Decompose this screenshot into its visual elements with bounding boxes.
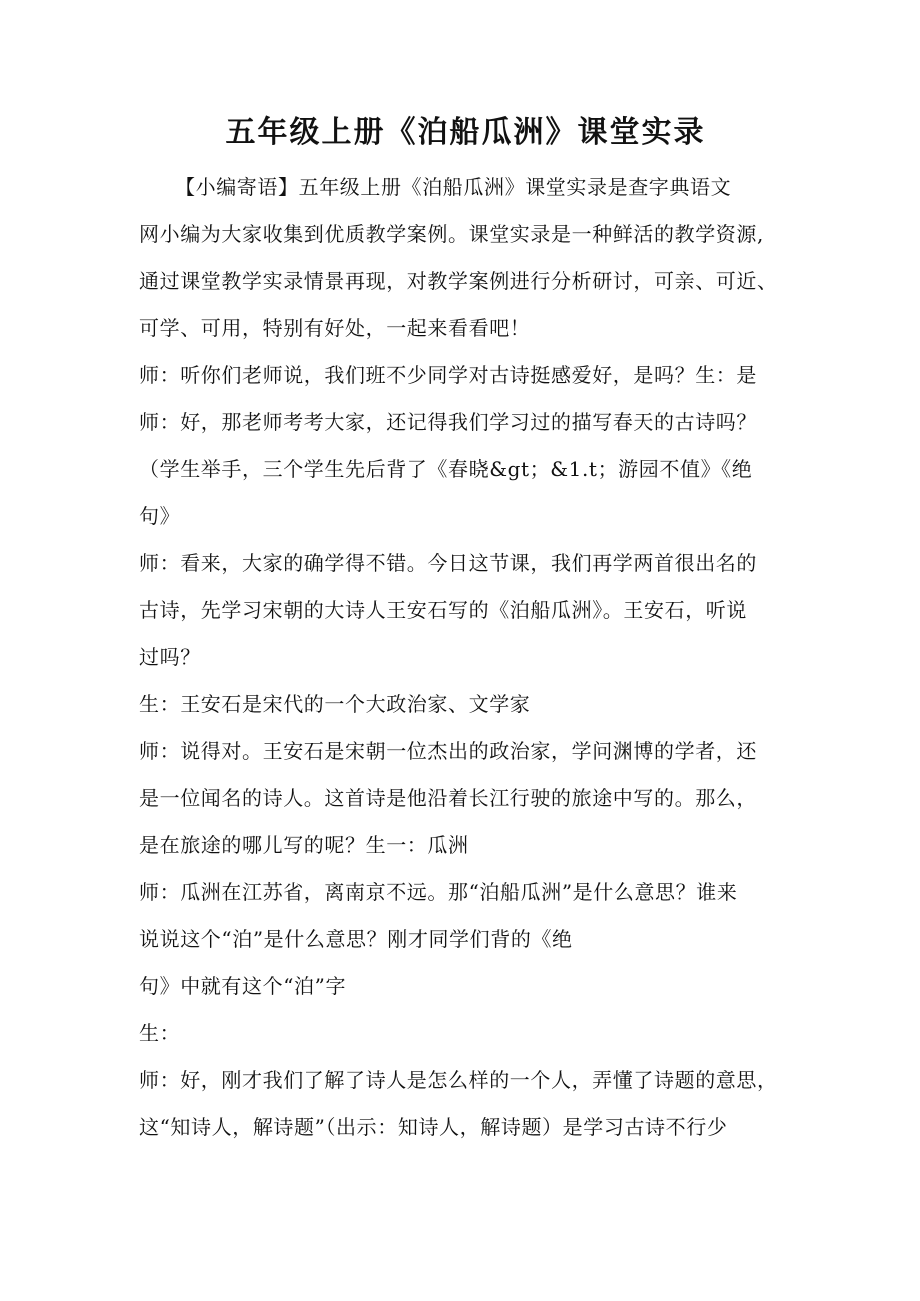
paragraph-line: 是一位闻名的诗人。这首诗是他沿着长江行驶的旅途中写的。那么，: [139, 786, 757, 810]
paragraph-line: 通过课堂教学实录情景再现，对教学案例进行分析研讨，可亲、可近、: [139, 269, 778, 293]
paragraph-line: 生：王安石是宋代的一个大政治家、文学家: [139, 692, 531, 716]
paragraph-line: 师：听你们老师说，我们班不少同学对古诗挺感爱好，是吗？生：是: [139, 363, 757, 387]
paragraph-line: 这“知诗人，解诗题”（出示：知诗人，解诗题）是学习古诗不行少: [139, 1115, 728, 1139]
paragraph-line: 师：说得对。王安石是宋朝一位杰出的政治家，学问渊博的学者，还: [139, 739, 757, 763]
paragraph-line: 说说这个“泊”是什么意思？刚才同学们背的《绝: [139, 927, 573, 951]
paragraph-line: 生：: [139, 1021, 181, 1045]
paragraph-line: 过吗？: [139, 645, 201, 669]
paragraph-line: （学生举手，三个学生先后背了《春晓&gt；&1.t；游园不值》《绝: [139, 457, 753, 481]
paragraph-line: 师：好，那老师考考大家，还记得我们学习过的描写春天的古诗吗？: [139, 410, 757, 434]
paragraph-line: 师：瓜洲在江苏省，离南京不远。那“泊船瓜洲”是什么意思？谁来: [139, 880, 738, 904]
paragraph-line: 【小编寄语】五年级上册《泊船瓜洲》课堂实录是查字典语文: [175, 175, 732, 199]
paragraph-line: 网小编为大家收集到优质教学案例。课堂实录是一种鲜活的教学资源,: [139, 222, 764, 246]
paragraph-line: 句》中就有这个“泊”字: [139, 974, 347, 998]
paragraph-line: 古诗，先学习宋朝的大诗人王安石写的《泊船瓜洲》。王安石，听说: [139, 598, 747, 622]
document-title: 五年级上册《泊船瓜洲》课堂实录: [225, 115, 706, 150]
paragraph-line: 师：好，刚才我们了解了诗人是怎么样的一个人，弄懂了诗题的意思，: [139, 1068, 778, 1092]
paragraph-line: 是在旅途的哪儿写的呢？生一：瓜洲: [139, 833, 469, 857]
document-body: [139, 164, 790, 1151]
paragraph-line: 句》: [139, 504, 181, 528]
paragraph-line: 可学、可用，特别有好处，一起来看看吧！: [139, 316, 531, 340]
paragraph-line: 师：看来，大家的确学得不错。今日这节课，我们再学两首很出名的: [139, 551, 757, 575]
